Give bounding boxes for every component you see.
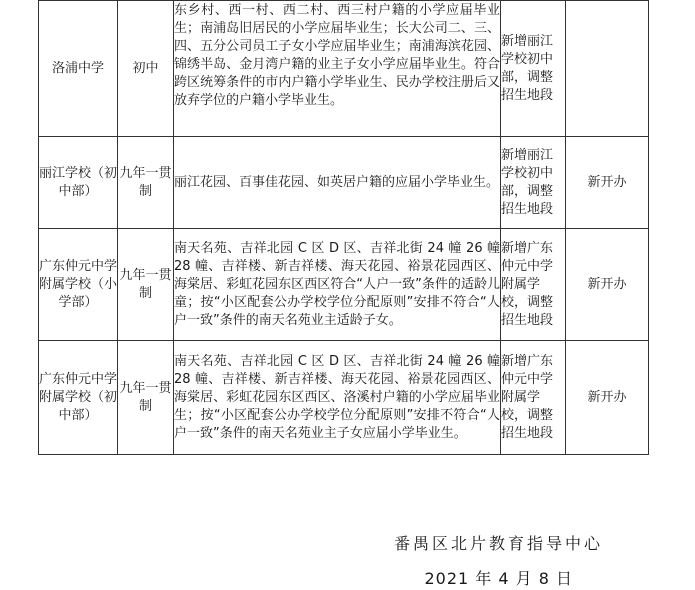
- school-name-cell: 洛浦中学: [39, 1, 118, 137]
- school-level-cell: 九年一贯制: [118, 229, 174, 341]
- remark-cell: 新开办: [566, 137, 649, 229]
- table-row: [39, 229, 649, 341]
- remark-cell: 新开办: [566, 229, 649, 341]
- school-level-cell: 九年一贯制: [118, 341, 174, 455]
- school-name-cell: 广东仲元中学附属学校（小学部）: [39, 229, 118, 341]
- table-row: [39, 341, 649, 455]
- table-row: [39, 137, 649, 229]
- admission-area-cell: 东乡村、西一村、西二村、西三村户籍的小学应届毕业生；南浦岛旧居民的小学应届毕业生；长大公司二、三、四、五分公司员工子女小学应届毕业生；南浦海滨花园、锦绣半岛、金月湾户籍的业主子女小学应届毕业生。符合跨区统筹条件的市内户籍小学毕业生、民办学校注册后又放弃学位的户籍小学毕业生。: [174, 1, 501, 137]
- issue-date: 2021 年 4 月 8 日: [424, 569, 573, 588]
- table-row: [39, 1, 649, 137]
- issuer-signature: 番禺区北片教育指导中心: [393, 534, 603, 553]
- admission-area-table: [38, 0, 649, 455]
- school-name-cell: 丽江学校（初中部）: [39, 137, 118, 229]
- adjustment-cell: 新增丽江学校初中部，调整招生地段: [501, 1, 566, 137]
- school-level-cell: 初中: [118, 1, 174, 137]
- remark-cell: 新开办: [566, 341, 649, 455]
- remark-cell: [566, 1, 649, 137]
- school-name-cell: 广东仲元中学附属学校（初中部）: [39, 341, 118, 455]
- adjustment-cell: 新增丽江学校初中部，调整招生地段: [501, 137, 566, 229]
- school-level-cell: 九年一贯制: [118, 137, 174, 229]
- adjustment-cell: 新增广东仲元中学附属学校，调整招生地段: [501, 341, 566, 455]
- adjustment-cell: 新增广东仲元中学附属学校，调整招生地段: [501, 229, 566, 341]
- admission-area-cell: 南天名苑、吉祥北园 C 区 D 区、吉祥北街 24 幢 26 幢 28 幢、吉祥楼、新吉祥楼、海天花园、裕景花园西区、海棠居、彩虹花园东区西区、洛溪村户籍的小学应届毕业生；按“小区配套公办学校学位分配原则”安排不符合“人户一致”条件的南天名苑业主子女应届小学毕业生。: [174, 341, 501, 455]
- admission-area-cell: 丽江花园、百事佳花园、如英居户籍的应届小学毕业生。: [174, 137, 501, 229]
- admission-area-cell: 南天名苑、吉祥北园 C 区 D 区、吉祥北街 24 幢 26 幢 28 幢、吉祥楼、新吉祥楼、海天花园、裕景花园西区、海棠居、彩虹花园东区西区符合“人户一致”条件的适龄儿童；按“小区配套公办学校学位分配原则”安排不符合“人户一致”条件的南天名苑业主适龄子女。: [174, 229, 501, 341]
